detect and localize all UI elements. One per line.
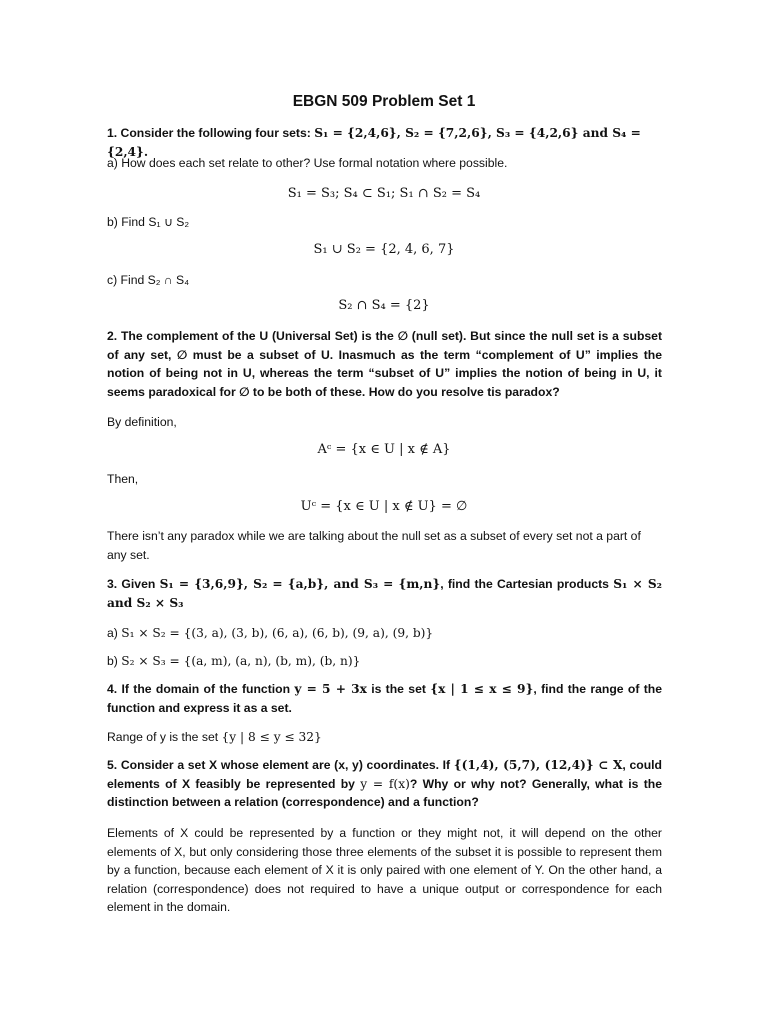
q3-products: S₁ × S₂ and S₂ × S₃ xyxy=(107,577,662,610)
q1-prompt: 1. Consider the following four sets: S₁ = {2,4,6}, S₂ = {7,2,6}, S₃ = {4,2,6} and S₄ = {2,4}. xyxy=(107,126,641,159)
q3-prompt: 3. Given S₁ = {3,6,9}, S₂ = {a,b}, and S₃ = {m,n}, find the Cartesian products S₁ × S₂ and S₂ × S₃ xyxy=(107,577,662,610)
q1-a-prompt: a) How does each set relate to other? Use formal notation where possible. xyxy=(107,156,508,170)
q2-by-definition: By definition, xyxy=(107,415,177,429)
q5-function: y = f(x) xyxy=(360,776,410,791)
q4-function: y = 5 + 3x xyxy=(294,682,367,696)
q4-domain: {x | 1 ≤ x ≤ 9} xyxy=(430,682,534,696)
q1-a-answer: S₁ = S₃; S₄ ⊂ S₁; S₁ ∩ S₂ = S₄ xyxy=(287,186,481,201)
q3-a-answer: a) S₁ × S₂ = {(3, a), (3, b), (6, a), (6, b), (9, a), (9, b)} xyxy=(107,626,434,640)
q1-b-answer: S₁ ∪ S₂ = {2, 4, 6, 7} xyxy=(313,242,455,257)
q3-sets: S₁ = {3,6,9}, S₂ = {a,b}, and S₃ = {m,n} xyxy=(159,577,441,591)
q2-complement-definition: Aᶜ = {x ∈ U | x ∉ A} xyxy=(317,442,451,457)
q2-universal-complement: Uᶜ = {x ∈ U | x ∉ U} = ∅ xyxy=(300,499,468,514)
q4-prompt: 4. If the domain of the function y = 5 + 3x is the set {x | 1 ≤ x ≤ 9}, find the range of the function and express it as a set. xyxy=(107,682,662,715)
q5-answer: Elements of X could be represented by a function or they might not, it will depend on the other elements of X, but only considering those three elements of the subset it is possible to represent them by a function, because each element of X it is only paired with one element of Y. On the other hand, a relation (correspondence) does not required to have a unique output or correspondence for each element in the domain. xyxy=(107,826,662,915)
q2-prompt: 2. The complement of the U (Universal Set) is the ∅ (null set). But since the null set is a subset of any set, ∅ must be a subset of U. Inasmuch as the term “complement of U” implies the notion of being not in U, whereas the term “subset of U” implies the notion of being in U, it seems paradoxical for ∅ to be both of these. How do you resolve tis paradox? xyxy=(107,329,662,399)
page-title: EBGN 509 Problem Set 1 xyxy=(292,93,476,110)
q5-subset: {(1,4), (5,7), (12,4)} ⊂ X xyxy=(453,758,623,772)
q3-b-answer: b) S₂ × S₃ = {(a, m), (a, n), (b, m), (b, n)} xyxy=(107,654,361,668)
q1-b-prompt: b) Find S₁ ∪ S₂ xyxy=(107,215,190,229)
q5-prompt: 5. Consider a set X whose element are (x, y) coordinates. If {(1,4), (5,7), (12,4)} ⊂ X, could elements of X feasibly be represented by y = f(x)? Why or why not? Generally, what is the distinction between a relation (correspondence) and a function? xyxy=(107,758,662,810)
q2-then: Then, xyxy=(107,472,139,486)
q1-c-prompt: c) Find S₂ ∩ S₄ xyxy=(107,273,190,287)
q1-sets: S₁ = {2,4,6}, S₂ = {7,2,6}, S₃ = {4,2,6} and S₄ = {2,4}. xyxy=(107,126,641,159)
q4-answer: Range of y is the set {y | 8 ≤ y ≤ 32} xyxy=(107,730,322,744)
q1-c-answer: S₂ ∩ S₄ = {2} xyxy=(338,298,430,313)
q2-answer: There isn’t any paradox while we are talking about the null set as a subset of every set not a part of any set. xyxy=(107,529,641,562)
